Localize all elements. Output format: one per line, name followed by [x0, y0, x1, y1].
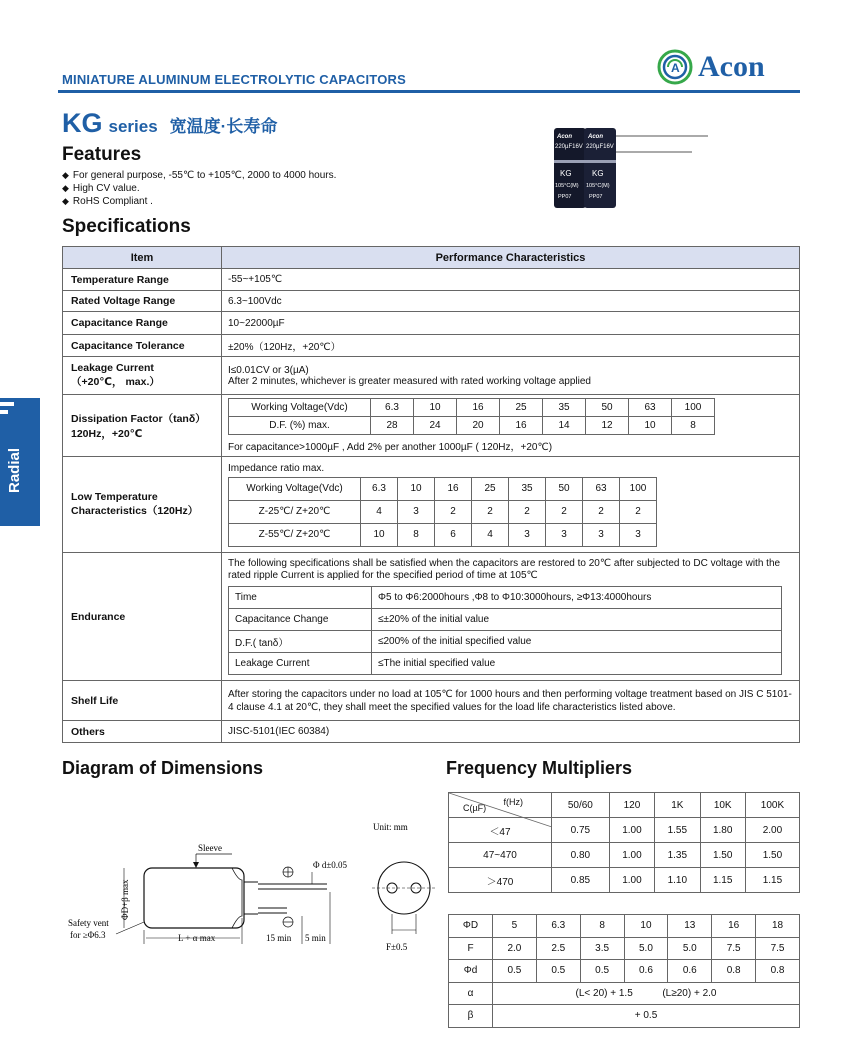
- cap-brand-mark: Acon: [557, 134, 572, 140]
- cap-brand-mark: Acon: [588, 134, 603, 140]
- endurance-table: Time Φ5 to Φ6:2000hours ,Φ8 to Φ10:3000hours, ≥Φ13:4000hours Capacitance Change ≤±20% of the initial value D.F.( tanδ） ≤200% of the initial specified value Leakage Current ≤The initial specified value: [228, 586, 782, 675]
- table-row: β + 0.5: [449, 1005, 800, 1028]
- dimensions-heading: Diagram of Dimensions: [62, 758, 264, 778]
- brand-logo: [656, 48, 796, 86]
- document-header-title: MINIATURE ALUMINUM ELECTROLYTIC CAPACITORS: [62, 72, 406, 87]
- dissipation-factor-table: Working Voltage(Vdc) 6.3 10 16 25 35 50 63 100 D.F. (%) max. 28 24 20 16 14 12 10 8: [228, 398, 715, 435]
- table-row: Shelf Life After storing the capacitors under no load at 105℃ for 1000 hours and then performing voltage treatment based on JIS C 5101-4 clause 4.1 at 20℃, they shall meet the specified values for the load life characteristics listed above.: [63, 681, 800, 721]
- table-row: Leakage Current （+20℃， max.） I≤0.01CV or 3(µA) After 2 minutes, whichever is greater measured with rated working voltage applied: [63, 357, 800, 395]
- cap-series-mark: KG: [592, 169, 604, 178]
- capacitor-product-image: [552, 124, 712, 214]
- cap-temp-mark: 105°C(M): [555, 183, 579, 189]
- min15-label: 15 min: [266, 933, 292, 943]
- cap-temp-mark: 105°C(M): [586, 183, 610, 189]
- dimension-drawing: [62, 810, 442, 960]
- unit-label: Unit: mm: [373, 822, 408, 832]
- sleeve-label: Sleeve: [198, 843, 222, 853]
- table-row: 47~470 0.80 1.00 1.35 1.50 1.50: [449, 843, 800, 868]
- col-header-item: Item: [63, 247, 222, 269]
- safety-vent-label: Safety vent: [68, 918, 109, 928]
- side-tab-label: Radial: [6, 447, 23, 493]
- min5-label: 5 min: [305, 933, 326, 943]
- table-row: Capacitance Tolerance ±20%（120Hz，+20℃）: [63, 335, 800, 357]
- body-diameter-label: ΦD+β max: [120, 879, 130, 920]
- length-label: L + α max: [178, 933, 216, 943]
- table-row: ＞470 0.85 1.00 1.10 1.15 1.15: [449, 868, 800, 893]
- table-row: Endurance The following specifications shall be satisfied when the capacitors are restored to 20℃ after subjected to DC voltage with the rated ripple Current is applied for the specified period of time at 105℃ Time Φ5 to Φ6:2000hours ,Φ8 to Φ10:3000hours, ≥Φ13:4000hours Capacitance Change ≤±20% of the initial value D.F.( tanδ） ≤200% of the initial specified value Leakage Current ≤The initial specified value: [63, 553, 800, 681]
- safety-vent-size-label: for ≥Φ6.3: [70, 930, 106, 940]
- table-row: Others JISC-5101(IEC 60384): [63, 721, 800, 743]
- specifications-heading: Specifications: [62, 216, 191, 237]
- impedance-ratio-table: Working Voltage(Vdc) 6.3 10 16 25 35 50 63 100 Z-25℃/ Z+20℃ 4 3 2 2 2 2 2 2 Z-55℃/ Z+20℃ 10 8 6 4 3 3 3 3: [228, 477, 657, 547]
- table-row: Rated Voltage Range 6.3~100Vdc: [63, 291, 800, 312]
- col-header-performance: Performance Characteristics: [222, 247, 800, 269]
- series-title: [62, 108, 277, 139]
- acon-logo-icon: [656, 48, 696, 86]
- cap-material-mark: PP07: [589, 194, 603, 200]
- cap-series-mark: KG: [560, 169, 572, 178]
- frequency-heading: Frequency Multipliers: [446, 758, 633, 778]
- series-code: KG: [62, 108, 103, 138]
- dimension-table: [448, 914, 800, 1028]
- cap-rating-mark: 220µF16V: [586, 144, 614, 150]
- series-word: series: [108, 117, 158, 136]
- brand-name: Acon: [698, 50, 765, 83]
- table-row: Dissipation Factor（tanδ） 120Hz，+20℃ Working Voltage(Vdc) 6.3 10 16 25 35 50 63 100 D.F. (%) max. 28 24 20 16 14 12 10 8 For capacitance>1000µF , Add 2% per another 1000µF ( 120Hz，+20℃): [63, 395, 800, 457]
- cap-material-mark: PP07: [558, 194, 572, 200]
- svg-text:A: A: [671, 61, 680, 75]
- header-divider: [58, 90, 800, 93]
- cap-rating-mark: 220µF16V: [555, 144, 583, 150]
- radial-side-tab: [0, 398, 40, 526]
- table-row: Temperature Range -55~+105℃: [63, 269, 800, 291]
- table-row: Φd 0.5 0.5 0.5 0.6 0.6 0.8 0.8: [449, 960, 800, 983]
- frequency-multipliers-table: f(Hz) C(µF) 50/60 120 1K 10K 100K ＜47 0.75 1.00 1.55 1.80 2.00 47~470 0.80 1.00 1.35 1.50 1.50 ＞470 0.85 1.00 1.10 1.15 1.15: [448, 792, 800, 893]
- lead-diameter-label: Φ d±0.05: [313, 860, 348, 870]
- table-row: Low Temperature Characteristics（120Hz） Impedance ratio max. Working Voltage(Vdc) 6.3 10 16 25 35 50 63 100 Z-25℃/ Z+20℃ 4 3 2 2 2 2 2 2 Z-55℃/ Z+20℃ 10 8 6 4 3 3 3 3: [63, 457, 800, 553]
- feature-item: ◆ High CV value.: [62, 182, 336, 195]
- pitch-label: F±0.5: [386, 942, 408, 952]
- feature-item: ◆ For general purpose, -55℃ to +105℃, 2000 to 4000 hours.: [62, 169, 336, 182]
- table-row: ΦD 5 6.3 8 10 13 16 18: [449, 915, 800, 938]
- table-row: Capacitance Range 10~22000µF: [63, 312, 800, 335]
- table-row: F 2.0 2.5 3.5 5.0 5.0 7.5 7.5: [449, 937, 800, 960]
- table-row: α (L< 20) + 1.5 (L≥20) + 2.0: [449, 982, 800, 1005]
- series-chinese-name: 宽温度·长寿命: [169, 117, 278, 136]
- feature-item: ◆ RoHS Compliant .: [62, 195, 336, 208]
- feature-list: [62, 169, 336, 208]
- table-header-row: [63, 247, 800, 269]
- table-row: ＜47 0.75 1.00 1.55 1.80 2.00: [449, 818, 800, 843]
- specifications-table: [62, 246, 800, 743]
- features-heading: Features: [62, 144, 142, 165]
